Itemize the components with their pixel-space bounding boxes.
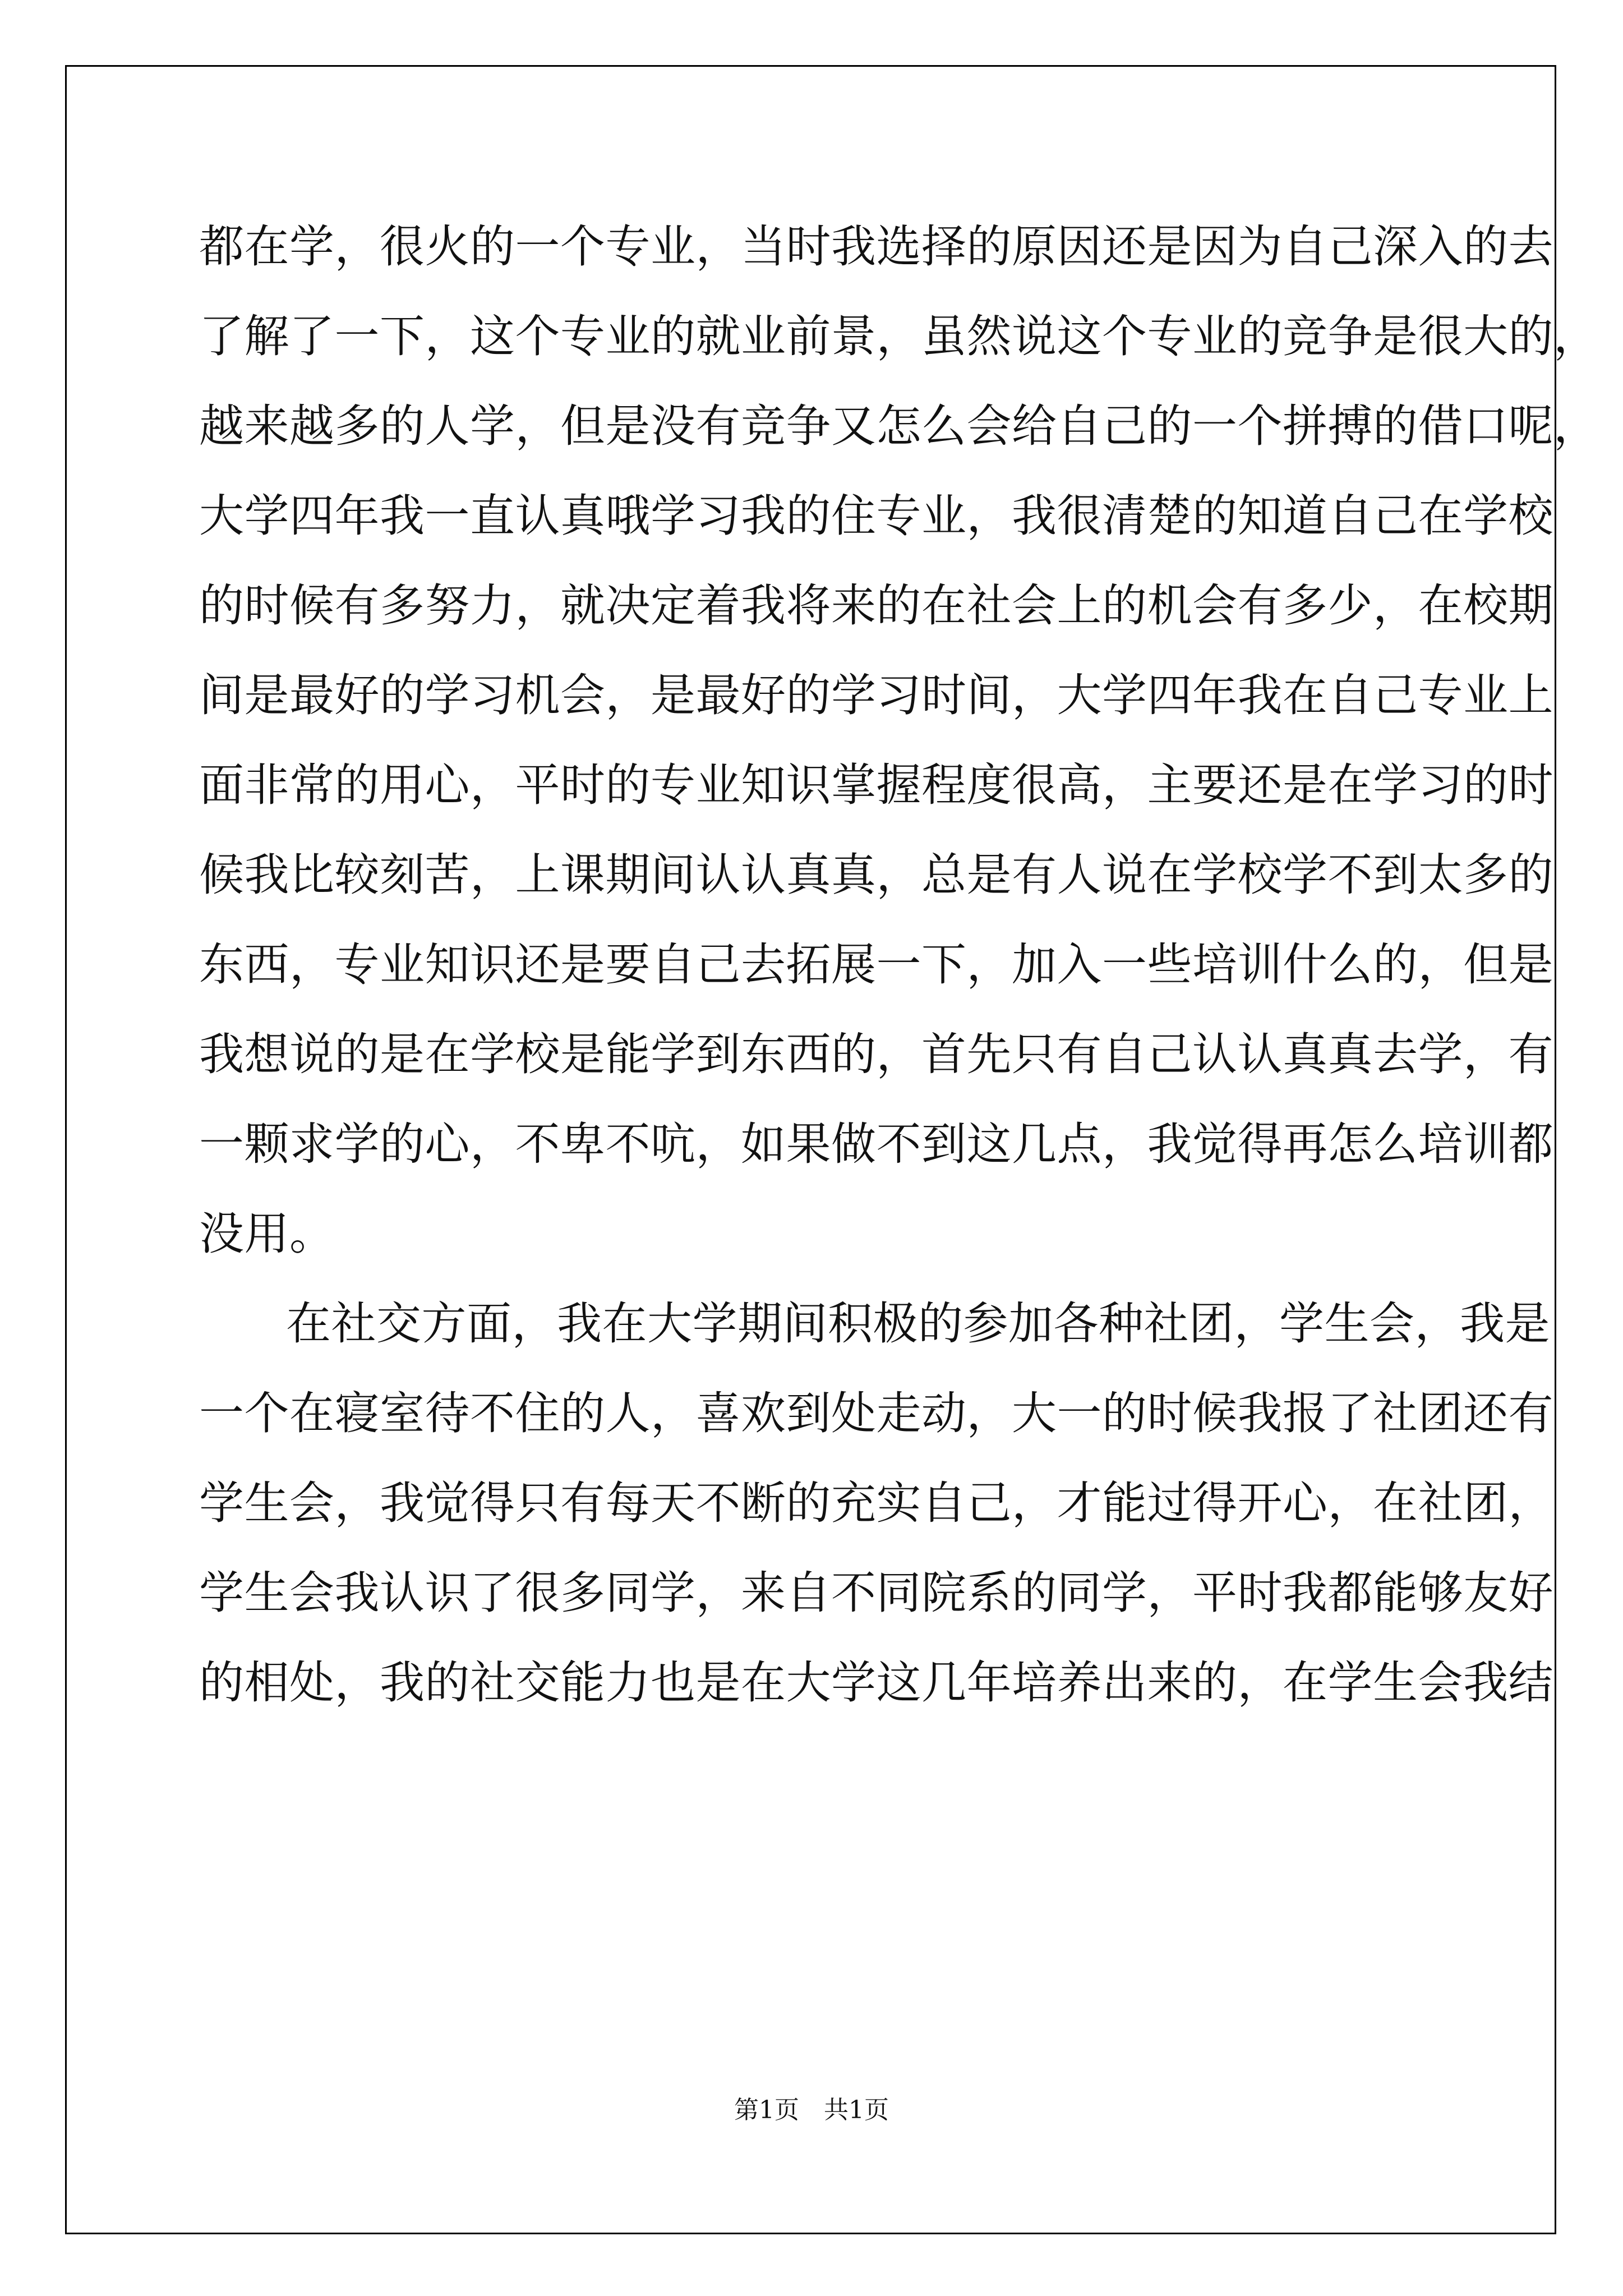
paragraph-1-line-11: 一颗求学的心，不卑不吭，如果做不到这几点，我觉得再怎么培训都 xyxy=(199,1118,1553,1170)
paragraph-2-line-4: 学生会我认识了很多同学，来自不同院系的同学，平时我都能够友好 xyxy=(199,1567,1553,1619)
page-number-footer: 第1页 共1页 xyxy=(734,2096,889,2124)
paragraph-1-line-4: 大学四年我一直认真哦学习我的住专业，我很清楚的知道自己在学校 xyxy=(199,490,1553,542)
paragraph-1-line-8: 候我比较刻苦，上课期间认认真真，总是有人说在学校学不到太多的 xyxy=(199,849,1553,901)
paragraph-1-line-1: 都在学，很火的一个专业，当时我选择的原因还是因为自己深入的去 xyxy=(199,220,1553,273)
paragraph-1-line-10: 我想说的是在学校是能学到东西的，首先只有自己认认真真去学，有 xyxy=(199,1028,1553,1080)
paragraph-2-line-5: 的相处，我的社交能力也是在大学这几年培养出来的，在学生会我结 xyxy=(199,1657,1553,1709)
paragraph-2-line-3: 学生会，我觉得只有每天不断的充实自己，才能过得开心，在社团， xyxy=(199,1477,1553,1529)
paragraph-2-line-1: 在社交方面，我在大学期间积极的参加各种社团，学生会，我是 xyxy=(286,1297,1550,1350)
paragraph-1-line-7: 面非常的用心，平时的专业知识掌握程度很高，主要还是在学习的时 xyxy=(199,759,1553,811)
document-body xyxy=(199,220,1599,1747)
paragraph-1-line-9: 东西，专业知识还是要自己去拓展一下，加入一些培训什么的，但是 xyxy=(199,938,1553,991)
paragraph-1-line-3: 越来越多的人学，但是没有竞争又怎么会给自己的一个拼搏的借口呢， xyxy=(199,400,1599,452)
paragraph-1-line-6: 间是最好的学习机会，是最好的学习时间，大学四年我在自己专业上 xyxy=(199,669,1553,721)
paragraph-1-line-2: 了解了一下，这个专业的就业前景，虽然说这个专业的竞争是很大的， xyxy=(199,310,1599,362)
paragraph-1-line-5: 的时候有多努力，就决定着我将来的在社会上的机会有多少，在校期 xyxy=(199,579,1553,632)
paragraph-2-line-2: 一个在寝室待不住的人，喜欢到处走动，大一的时候我报了社团还有 xyxy=(199,1387,1553,1439)
paragraph-1-line-12: 没用。 xyxy=(199,1208,335,1260)
